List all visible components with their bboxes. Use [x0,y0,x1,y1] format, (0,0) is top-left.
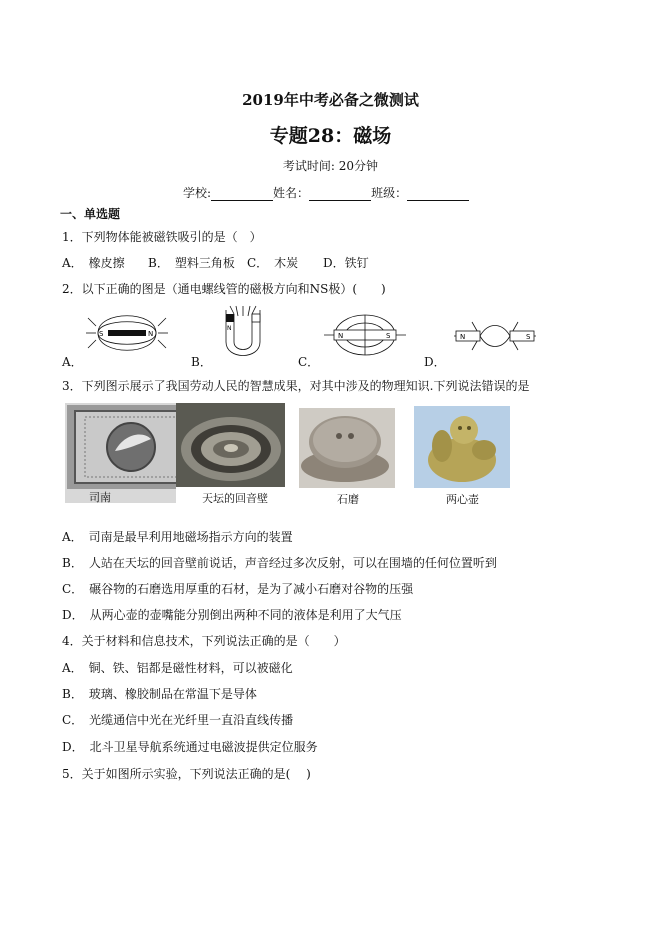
q4-option-d: D． 北斗卫星导航系统通过电磁波提供定位服务 [62,740,318,754]
q2-label-b: B． [191,355,212,369]
q1-option-b: B． 塑料三角板 [148,256,235,270]
q3-option-a: A． 司南是最早利用地磁场指示方向的装置 [62,530,293,544]
class-blank[interactable] [407,188,469,201]
section-title: 一、单选题 [60,207,121,221]
q2-label-a: A． [62,355,83,369]
photo-millstone [299,408,395,504]
name-blank[interactable] [309,188,371,201]
diagram-a-n: N [148,330,154,338]
teapot-picture [414,406,510,488]
q4-option-a: A． 铜、铁、铝都是磁性材料，可以被磁化 [62,661,293,675]
q3-option-b: B． 人站在天坛的回音壁前说话，声音经过多次反射，可以在围墙的任何位置听到 [62,556,497,570]
millstone-picture [299,408,395,488]
caption-teapot: 两心壶 [446,493,479,504]
q3-option-c: C． 碾谷物的石磨选用厚重的石材，是为了减小石磨对谷物的压强 [62,582,414,596]
q1-stem: 1．下列物体能被磁铁吸引的是（ ） [62,230,262,244]
class-label: 班级： [371,186,408,200]
q2-stem: 2．以下正确的图是（通电螺线管的磁极方向和NS极）( ) [62,282,386,296]
q1-option-c: C． 木炭 [247,256,299,270]
q4-option-b: B． 玻璃、橡胶制品在常温下是导体 [62,687,257,701]
diagram-d-s: S [526,333,531,341]
photo-echo-wall [176,403,285,503]
exam-time: 考试时间: 20分钟 [282,159,379,173]
diagram-c-n: N [338,332,344,340]
caption-echo-wall: 天坛的回音壁 [202,492,268,503]
diagram-a [84,304,170,362]
q2-label-d: D． [424,355,446,369]
page-subtitle: 专题28：磁场 [269,125,392,147]
q1-option-a: A． 橡皮擦 [62,256,125,270]
q3-option-d: D． 从两心壶的壶嘴能分别倒出两种不同的液体是利用了大气压 [62,608,402,622]
diagram-d-n: N [460,333,466,341]
q4-stem: 4．关于材料和信息技术，下列说法正确的是（ ） [62,634,346,648]
echo-wall-picture [176,403,285,487]
info-fields [183,184,469,201]
diagram-b-n: N [227,325,232,332]
q2-label-c: C． [298,355,320,369]
school-label: 学校: [183,186,212,200]
diagram-c [320,312,410,358]
q1-option-d: D．铁钉 [323,256,369,270]
photo-teapot [414,406,510,504]
page-title: 2019年中考必备之微测试 [242,91,419,109]
q4-option-c: C． 光缆通信中光在光纤里一直沿直线传播 [62,713,294,727]
diagram-b [218,304,268,362]
caption-sinan: 司南 [89,491,111,503]
q3-stem: 3．下列图示展示了我国劳动人民的智慧成果，对其中涉及的物理知识.下列说法错误的是 [62,379,530,393]
diagram-c-s: S [386,332,391,340]
caption-millstone: 石磨 [337,493,359,504]
q5-stem: 5．关于如图所示实验，下列说法正确的是( ) [62,767,311,781]
name-label: 姓名： [273,186,310,200]
diagram-a-s: S [99,330,104,338]
diagram-d [450,316,540,356]
school-blank[interactable] [211,188,273,201]
